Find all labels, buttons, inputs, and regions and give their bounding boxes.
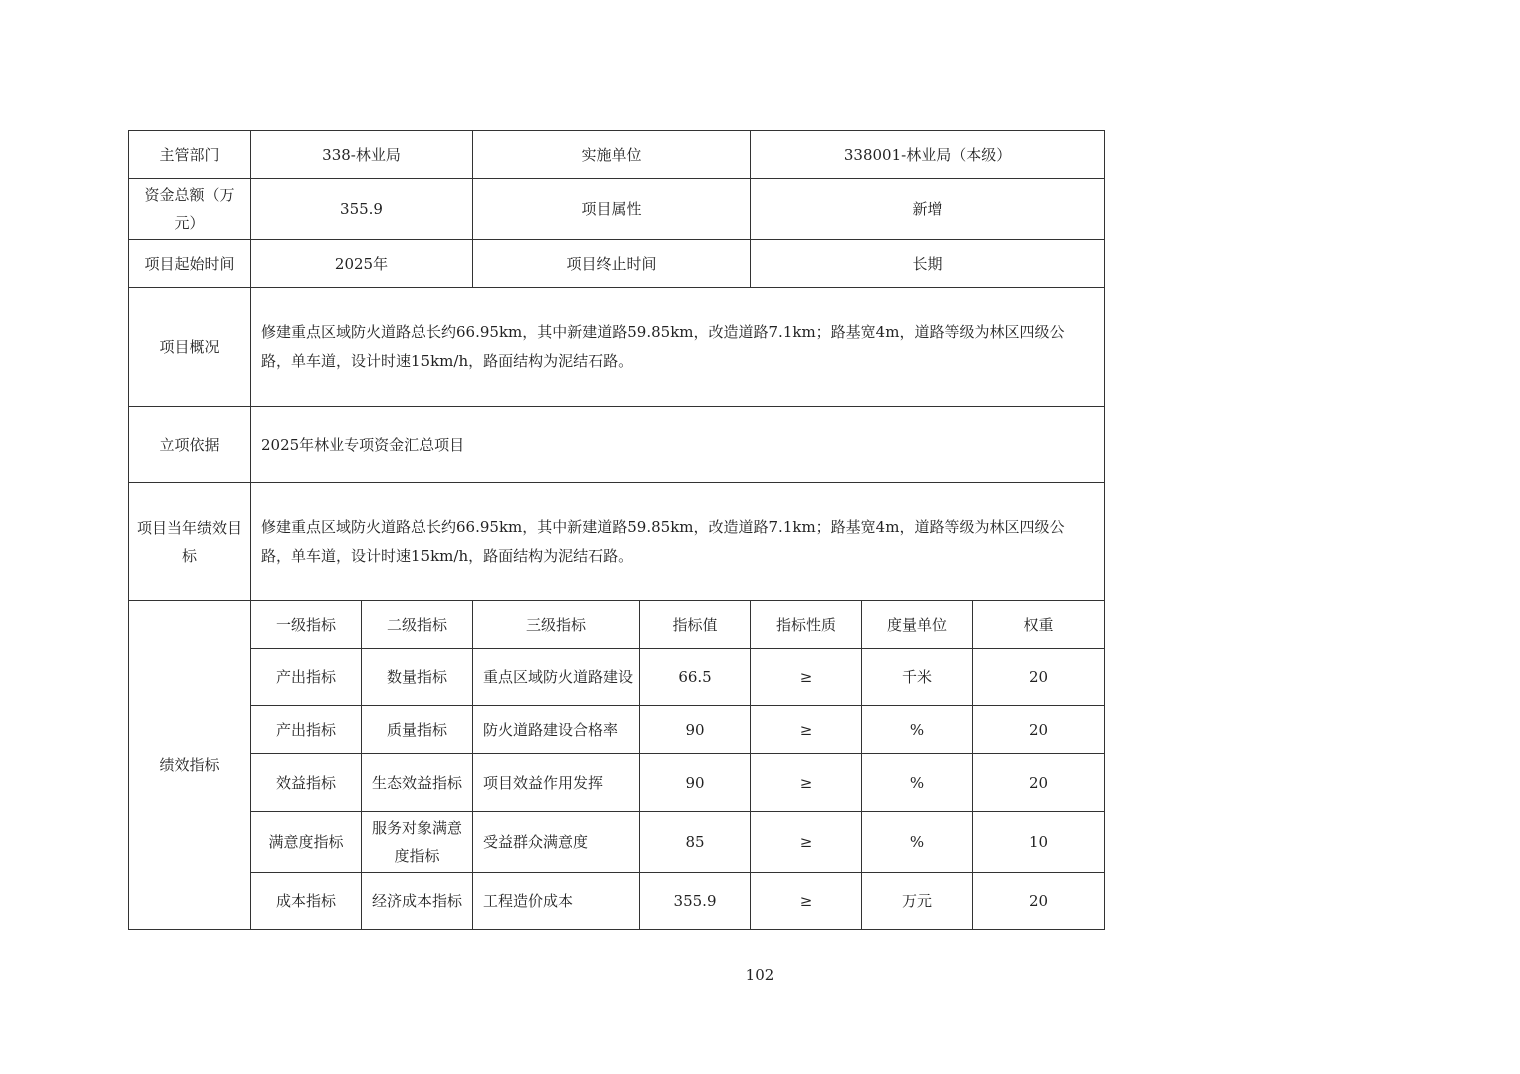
fund-label: 资金总额（万元） [129,179,251,240]
overview-text: 修建重点区域防火道路总长约66.95km，其中新建道路59.85km，改造道路7.1km；路基宽4m，道路等级为林区四级公路，单车道，设计时速15km/h，路面结构为泥结石路。 [251,288,1105,407]
indicator-level2: 服务对象满意度指标 [362,812,473,873]
indicator-level2: 生态效益指标 [362,754,473,812]
indicator-level3: 项目效益作用发挥 [473,754,640,812]
dept-label: 主管部门 [129,131,251,179]
dept-row [129,131,1105,179]
indicator-unit: 千米 [862,649,973,706]
indicator-unit: 万元 [862,873,973,930]
overview-label: 项目概况 [129,288,251,407]
indicator-value: 90 [640,754,751,812]
indicator-value: 85 [640,812,751,873]
unit-label: 实施单位 [473,131,751,179]
header-unit: 度量单位 [862,601,973,649]
indicator-unit: % [862,812,973,873]
table-row [129,812,1105,873]
indicator-level2: 经济成本指标 [362,873,473,930]
fund-row [129,179,1105,240]
header-weight: 权重 [973,601,1105,649]
unit-value: 338001-林业局（本级） [751,131,1105,179]
indicator-level2: 质量指标 [362,706,473,754]
indicator-level1: 产出指标 [251,649,362,706]
goal-text: 修建重点区域防火道路总长约66.95km，其中新建道路59.85km，改造道路7.1km；路基宽4m，道路等级为林区四级公路，单车道，设计时速15km/h，路面结构为泥结石路。 [251,483,1105,601]
attr-value: 新增 [751,179,1105,240]
indicator-nature: ≥ [751,754,862,812]
goal-row [129,483,1105,601]
table-row [129,873,1105,930]
header-level1: 一级指标 [251,601,362,649]
attr-label: 项目属性 [473,179,751,240]
project-info-table [128,130,1105,930]
basis-label: 立项依据 [129,407,251,483]
indicator-weight: 20 [973,706,1105,754]
header-nature: 指标性质 [751,601,862,649]
page-number: 102 [745,966,775,984]
header-value: 指标值 [640,601,751,649]
indicator-level3: 工程造价成本 [473,873,640,930]
indicator-header-row [129,601,1105,649]
indicator-level1: 满意度指标 [251,812,362,873]
indicator-nature: ≥ [751,706,862,754]
time-row [129,240,1105,288]
fund-value: 355.9 [251,179,473,240]
basis-text: 2025年林业专项资金汇总项目 [251,407,1105,483]
indicators-section-label: 绩效指标 [129,601,251,930]
indicator-value: 90 [640,706,751,754]
indicator-weight: 10 [973,812,1105,873]
indicator-level3: 重点区域防火道路建设 [473,649,640,706]
indicator-level1: 产出指标 [251,706,362,754]
table-row [129,706,1105,754]
indicator-nature: ≥ [751,812,862,873]
indicator-level3: 受益群众满意度 [473,812,640,873]
indicator-nature: ≥ [751,873,862,930]
indicator-level3: 防火道路建设合格率 [473,706,640,754]
indicator-weight: 20 [973,873,1105,930]
indicator-level1: 效益指标 [251,754,362,812]
start-label: 项目起始时间 [129,240,251,288]
indicator-unit: % [862,706,973,754]
goal-label: 项目当年绩效目标 [129,483,251,601]
end-label: 项目终止时间 [473,240,751,288]
overview-row [129,288,1105,407]
indicator-value: 66.5 [640,649,751,706]
start-value: 2025年 [251,240,473,288]
indicator-weight: 20 [973,649,1105,706]
indicator-level2: 数量指标 [362,649,473,706]
end-value: 长期 [751,240,1105,288]
basis-row [129,407,1105,483]
header-level3: 三级指标 [473,601,640,649]
indicator-weight: 20 [973,754,1105,812]
header-level2: 二级指标 [362,601,473,649]
indicator-level1: 成本指标 [251,873,362,930]
indicator-nature: ≥ [751,649,862,706]
table-row [129,754,1105,812]
dept-value: 338-林业局 [251,131,473,179]
table-row [129,649,1105,706]
indicator-unit: % [862,754,973,812]
indicator-value: 355.9 [640,873,751,930]
